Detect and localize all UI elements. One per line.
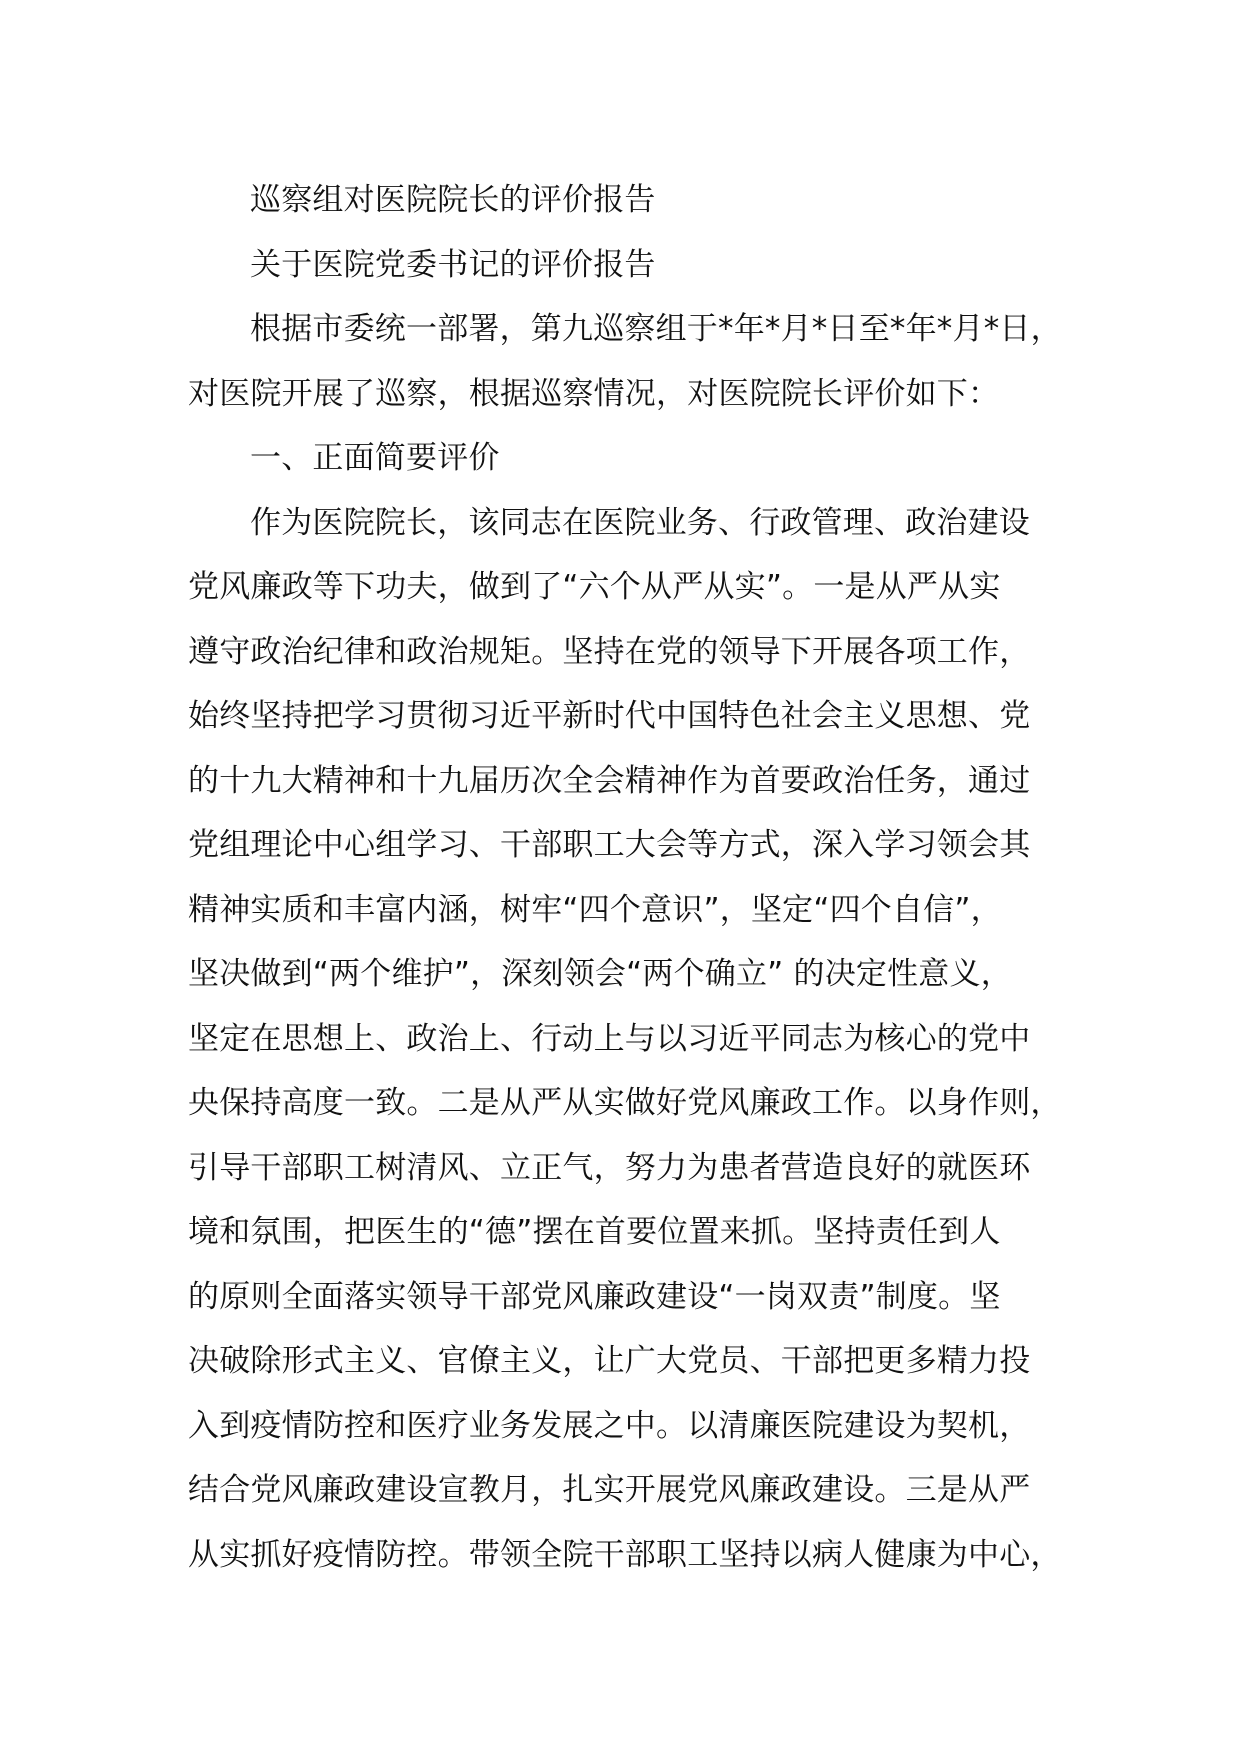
paragraph-line: 对医院开展了巡察，根据巡察情况，对医院院长评价如下： <box>188 375 1000 412</box>
paragraph-line: 坚决做到“两个维护”，深刻领会“两个确立” 的决定性意义， <box>188 956 1012 992</box>
paragraph-line: 精神实质和丰富内涵，树牢“四个意识”，坚定“四个自信”， <box>188 891 1002 928</box>
paragraph-line: 作为医院院长，该同志在医院业务、行政管理、政治建设 <box>250 504 1030 541</box>
section-heading: 一、正面简要评价 <box>250 440 500 476</box>
paragraph-line: 央保持高度一致。二是从严从实做好党风廉政工作。以身作则， <box>188 1085 1062 1121</box>
paragraph-line: 坚定在思想上、政治上、行动上与以习近平同志为核心的党中 <box>188 1020 1031 1057</box>
paragraph-line: 遵守政治纪律和政治规矩。坚持在党的领导下开展各项工作， <box>188 633 1031 670</box>
document-body <box>188 168 1088 1587</box>
paragraph-line: 境和氛围，把医生的“德”摆在首要位置来抓。坚持责任到人 <box>188 1214 1001 1250</box>
paragraph-line: 党风廉政等下功夫，做到了“六个从严从实”。一是从严从实 <box>188 569 1001 605</box>
document-title: 巡察组对医院院长的评价报告 <box>250 182 656 218</box>
paragraph-line: 党组理论中心组学习、干部职工大会等方式，深入学习领会其 <box>188 827 1031 863</box>
paragraph-line: 的十九大精神和十九届历次全会精神作为首要政治任务，通过 <box>188 762 1031 799</box>
paragraph-line: 结合党风廉政建设宣教月，扎实开展党风廉政建设。三是从严 <box>188 1472 1031 1508</box>
paragraph-line: 决破除形式主义、官僚主义，让广大党员、干部把更多精力投 <box>188 1343 1031 1379</box>
paragraph-line: 引导干部职工树清风、立正气，努力为患者营造良好的就医环 <box>188 1149 1031 1186</box>
paragraph-line: 的原则全面落实领导干部党风廉政建设“一岗双责”制度。坚 <box>188 1278 1001 1315</box>
paragraph-line: 始终坚持把学习贯彻习近平新时代中国特色社会主义思想、党 <box>188 698 1031 734</box>
paragraph-line: 从实抓好疫情防控。带领全院干部职工坚持以病人健康为中心， <box>188 1536 1062 1573</box>
document-subtitle: 关于医院党委书记的评价报告 <box>250 246 656 283</box>
paragraph-line: 根据市委统一部署，第九巡察组于*年*月*日至*年*月*日， <box>250 311 1062 347</box>
paragraph-line: 入到疫情防控和医疗业务发展之中。以清廉医院建设为契机， <box>188 1407 1031 1444</box>
